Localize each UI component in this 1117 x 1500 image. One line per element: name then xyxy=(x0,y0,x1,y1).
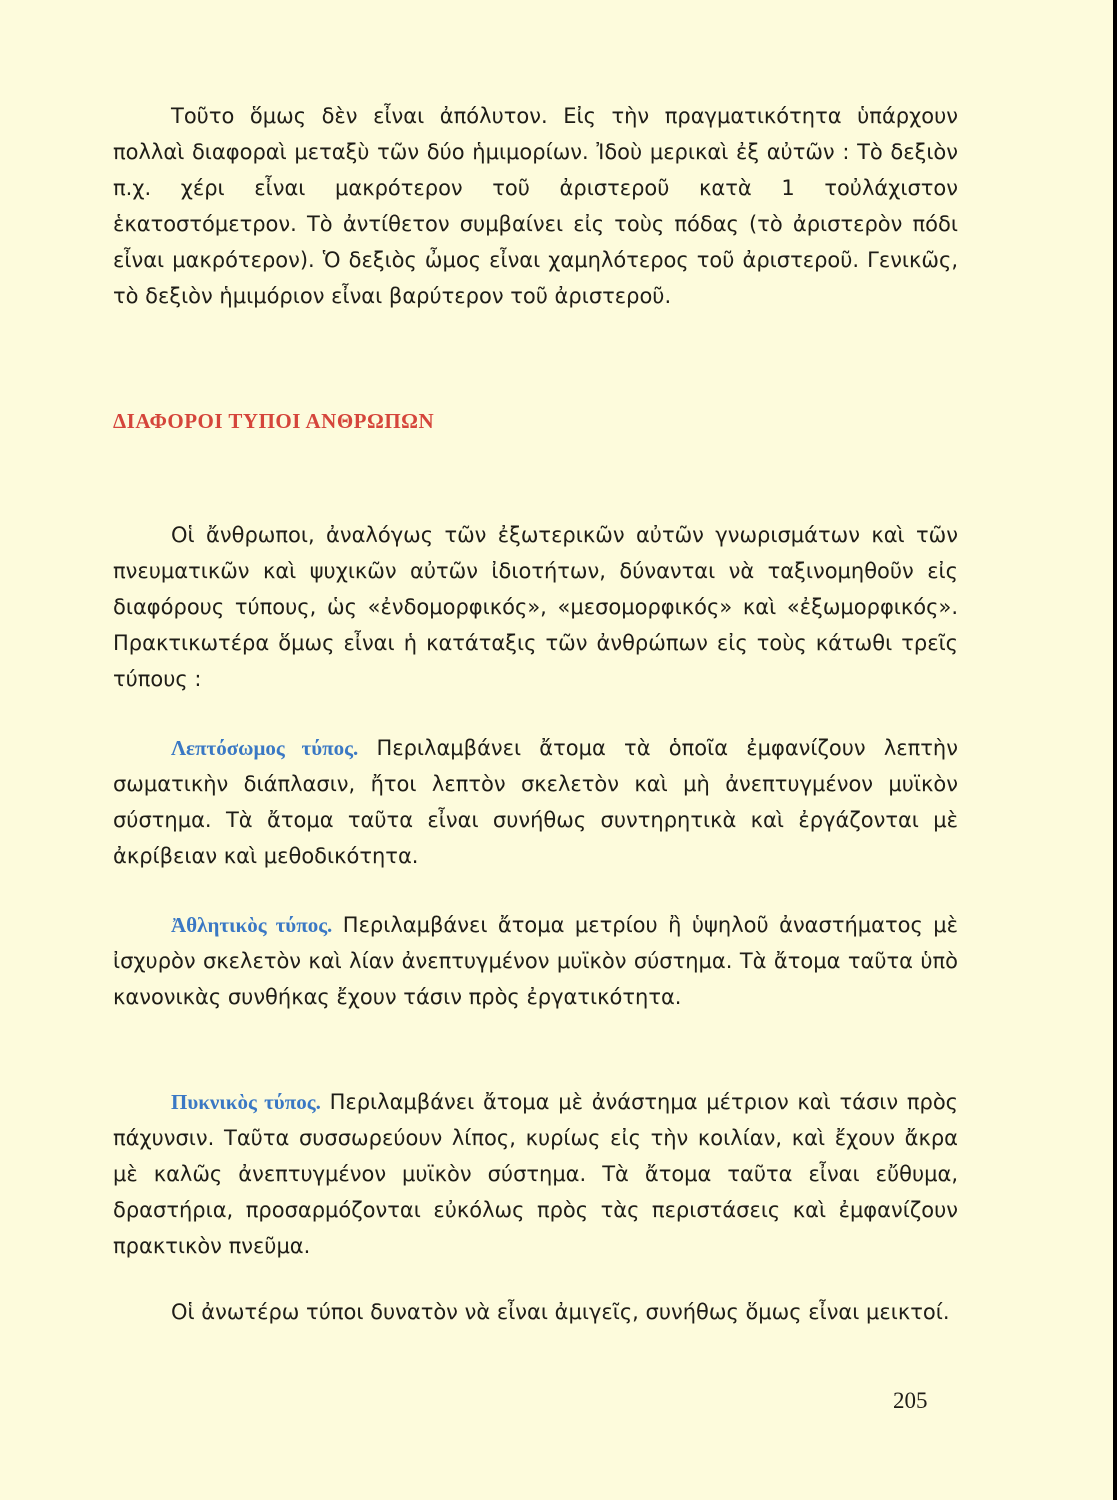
athletic-type-text: Περιλαμβάνει ἄτομα μετρίου ἢ ὑψηλοῦ ἀναστήματος μὲ ἰσχυρὸν σκελετὸν καὶ λίαν ἀνεπτυγμένον μυϊκὸν σύστημα. Τὰ ἄτομα ταῦτα ὑπὸ κανονικὰς συνθήκας ἔχουν τάσιν πρὸς ἐργατικότητα. xyxy=(113,913,958,1009)
leptosomic-type-term: Λεπτόσωμος τύπος. xyxy=(171,736,359,760)
intro-paragraph: Τοῦτο ὅμως δὲν εἶναι ἀπόλυτον. Εἰς τὴν πραγματικότητα ὑπάρχουν πολλαὶ διαφοραὶ μεταξὺ τῶν δύο ἡμιμορίων. Ἰδοὺ μερικαὶ ἐξ αὐτῶν : Τὸ δεξιὸν π.χ. χέρι εἶναι μακρότερον τοῦ ἀριστεροῦ κατὰ 1 τοὐλάχιστον ἑκατοστόμετρον. Τὸ ἀντίθετον συμβαίνει εἰς τοὺς πόδας (τὸ ἀριστερὸν πόδι εἶναι μακρότερον). Ὁ δεξιὸς ὦμος εἶναι χαμηλότερος τοῦ ἀριστεροῦ. Γενικῶς, τὸ δεξιὸν ἡμιμόριον εἶναι βαρύτερον τοῦ ἀριστεροῦ. xyxy=(113,104,958,308)
leptosomic-type-text: Περιλαμβάνει ἄτομα τὰ ὁποῖα ἐμφανίζουν λεπτὴν σωματικὴν διάπλασιν, ἤτοι λεπτὸν σκελετὸν καὶ μὴ ἀνεπτυγμένον μυϊκὸν σύστημα. Τὰ ἄτομα ταῦτα εἶναι συνήθως συντηρητικὰ καὶ ἐργάζονται μὲ ἀκρίβειαν καὶ μεθοδικότητα. xyxy=(113,736,958,868)
scan-edge xyxy=(1113,0,1117,1500)
athletic-type-paragraph xyxy=(113,907,958,1015)
leptosomic-type-paragraph xyxy=(113,730,958,874)
closing-paragraph: Οἱ ἀνωτέρω τύποι δυνατὸν νὰ εἶναι ἀμιγεῖς, συνήθως ὅμως εἶναι μεικτοί. xyxy=(171,1300,950,1324)
page-number: 205 xyxy=(893,1388,928,1413)
types-intro-paragraph: Οἱ ἄνθρωποι, ἀναλόγως τῶν ἐξωτερικῶν αὐτῶν γνωρισμάτων καὶ τῶν πνευματικῶν καὶ ψυχικῶν αὐτῶν ἰδιοτήτων, δύνανται νὰ ταξινομηθοῦν εἰς διαφόρους τύπους, ὡς «ἐνδομορφικός», «μεσομορφικός» καὶ «ἐξωμορφικός». Πρακτικωτέρα ὅμως εἶναι ἡ κατάταξις τῶν ἀνθρώπων εἰς τοὺς κάτωθι τρεῖς τύπους : xyxy=(113,523,958,691)
pyknic-type-term: Πυκνικὸς τύπος. xyxy=(171,1090,321,1114)
pyknic-type-paragraph xyxy=(113,1084,958,1264)
pyknic-type-text: Περιλαμβάνει ἄτομα μὲ ἀνάστημα μέτριον καὶ τάσιν πρὸς πάχυνσιν. Ταῦτα συσσωρεύουν λίπος, κυρίως εἰς τὴν κοιλίαν, καὶ ἔχουν ἄκρα μὲ καλῶς ἀνεπτυγμένον μυϊκὸν σύστημα. Τὰ ἄτομα ταῦτα εἶναι εὔθυμα, δραστήρια, προσαρμόζονται εὐκόλως πρὸς τὰς περιστάσεις καὶ ἐμφανίζουν πρακτικὸν πνεῦμα. xyxy=(113,1090,959,1258)
section-heading: ΔΙΑΦΟΡΟΙ ΤΥΠΟΙ ΑΝΘΡΩΠΩΝ xyxy=(113,409,435,433)
athletic-type-term: Ἀθλητικὸς τύπος. xyxy=(171,913,333,937)
